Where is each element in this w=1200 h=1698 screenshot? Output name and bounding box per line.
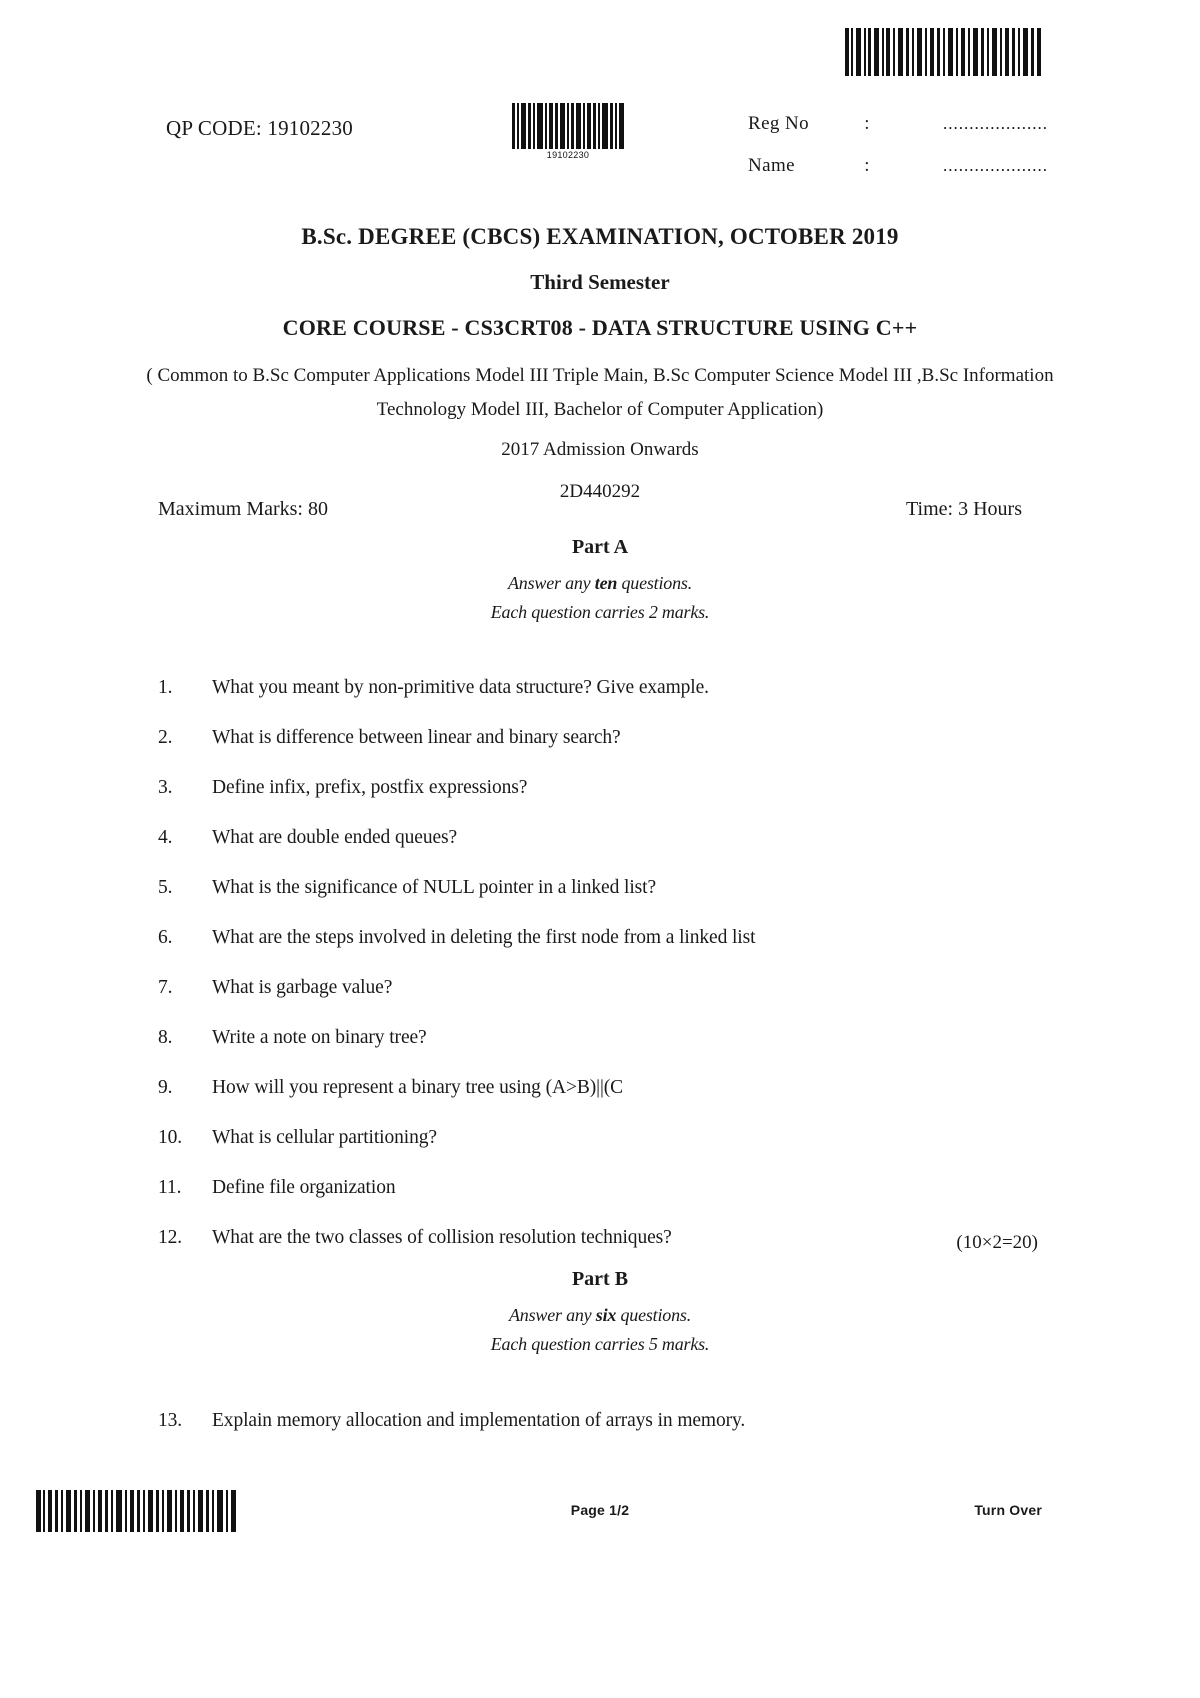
name-colon: :: [864, 155, 870, 176]
question-number: 1.: [158, 677, 173, 698]
part-a-instruction-suffix: questions.: [617, 573, 692, 593]
reg-no-row: [748, 113, 1048, 135]
question-text: Define infix, prefix, postfix expressions?: [212, 777, 528, 798]
candidate-details-block: [748, 113, 1048, 197]
reg-no-field[interactable]: ....................: [943, 114, 1048, 133]
part-b-question-list: [158, 1410, 1038, 1460]
question-number: 7.: [158, 977, 173, 998]
part-b-marks-line: Each question carries 5 marks.: [490, 1334, 710, 1354]
part-a-instruction-prefix: Answer any: [507, 573, 595, 593]
part-b-instruction-suffix: questions.: [616, 1305, 691, 1325]
common-to-note: ( Common to B.Sc Computer Applications Model III Triple Main, B.Sc Computer Science Model III ,B.Sc Information Technology Model III, Bachelor of Computer Application): [146, 365, 1054, 420]
question-number: 5.: [158, 877, 173, 898]
name-label: Name: [748, 155, 795, 176]
question-text: What are the two classes of collision resolution techniques?: [212, 1227, 672, 1248]
part-a-title: Part A: [571, 536, 629, 558]
question-row: [158, 827, 1038, 849]
question-text: What is difference between linear and binary search?: [212, 727, 621, 748]
reg-no-colon: :: [864, 113, 870, 134]
question-number: 2.: [158, 727, 173, 748]
question-number: 11.: [158, 1177, 182, 1198]
question-text: Explain memory allocation and implementation of arrays in memory.: [212, 1410, 746, 1431]
part-a-marks-line: Each question carries 2 marks.: [490, 602, 710, 622]
question-row: [158, 677, 1038, 699]
admission-note: 2017 Admission Onwards: [501, 439, 699, 460]
qp-code-label: QP CODE: 19102230: [166, 116, 353, 140]
question-row: [158, 927, 1038, 949]
question-row: [158, 1077, 1038, 1099]
exam-time: Time: 3 Hours: [906, 498, 1022, 520]
part-b-instruction-count: six: [595, 1305, 617, 1325]
part-a-instruction-count: ten: [594, 573, 618, 593]
barcode-number-label: 19102230: [546, 150, 590, 160]
question-row: [158, 1027, 1038, 1049]
question-text: What are double ended queues?: [212, 827, 458, 848]
part-a-instruction: [100, 573, 1100, 594]
question-row: [158, 877, 1038, 899]
barcode-top-right: [845, 28, 1041, 76]
reg-no-label: Reg No: [748, 113, 809, 134]
question-row: [158, 1127, 1038, 1149]
question-number: 13.: [158, 1410, 183, 1431]
page-number: Page 1/2: [570, 1502, 630, 1518]
part-a-header: [100, 536, 1100, 631]
question-text: Write a note on binary tree?: [212, 1027, 427, 1048]
question-row: [158, 977, 1038, 999]
question-number: 4.: [158, 827, 173, 848]
part-b-title: Part B: [571, 1268, 629, 1290]
question-text: How will you represent a binary tree using (A>B)||(C: [212, 1077, 624, 1098]
question-number: 3.: [158, 777, 173, 798]
page-footer: [0, 1502, 1200, 1532]
question-row: [158, 1177, 1038, 1199]
maximum-marks: Maximum Marks: 80: [158, 498, 328, 520]
course-title: CORE COURSE - CS3CRT08 - DATA STRUCTURE USING C++: [282, 315, 918, 340]
turn-over-label: Turn Over: [974, 1502, 1042, 1518]
question-text: Define file organization: [212, 1177, 396, 1198]
question-number: 6.: [158, 927, 173, 948]
semester-title: Third Semester: [530, 270, 670, 294]
question-number: 8.: [158, 1027, 173, 1048]
name-row: [748, 155, 1048, 177]
question-number: 9.: [158, 1077, 173, 1098]
question-number: 12.: [158, 1227, 183, 1248]
part-a-question-list: [158, 677, 1038, 1277]
question-text: What you meant by non-primitive data structure? Give example.: [212, 677, 709, 698]
question-number: 10.: [158, 1127, 183, 1148]
paper-code: 2D440292: [559, 481, 641, 502]
exam-meta-row: [158, 498, 1022, 521]
barcode-qp-code: [512, 103, 624, 149]
question-row: [158, 777, 1038, 799]
question-text: What is garbage value?: [212, 977, 393, 998]
question-text: What are the steps involved in deleting the first node from a linked list: [212, 927, 756, 948]
name-field[interactable]: ....................: [943, 156, 1048, 175]
exam-title-block: [100, 224, 1100, 503]
question-row: [158, 727, 1038, 749]
part-a-total-marks: (10×2=20): [956, 1232, 1038, 1253]
question-text: What is cellular partitioning?: [212, 1127, 437, 1148]
question-row: [158, 1410, 1038, 1432]
question-text: What is the significance of NULL pointer in a linked list?: [212, 877, 657, 898]
part-b-instruction-prefix: Answer any: [508, 1305, 596, 1325]
part-b-instruction: [100, 1305, 1100, 1326]
part-b-header: [100, 1268, 1100, 1363]
exam-title: B.Sc. DEGREE (CBCS) EXAMINATION, OCTOBER 2019: [301, 224, 899, 249]
